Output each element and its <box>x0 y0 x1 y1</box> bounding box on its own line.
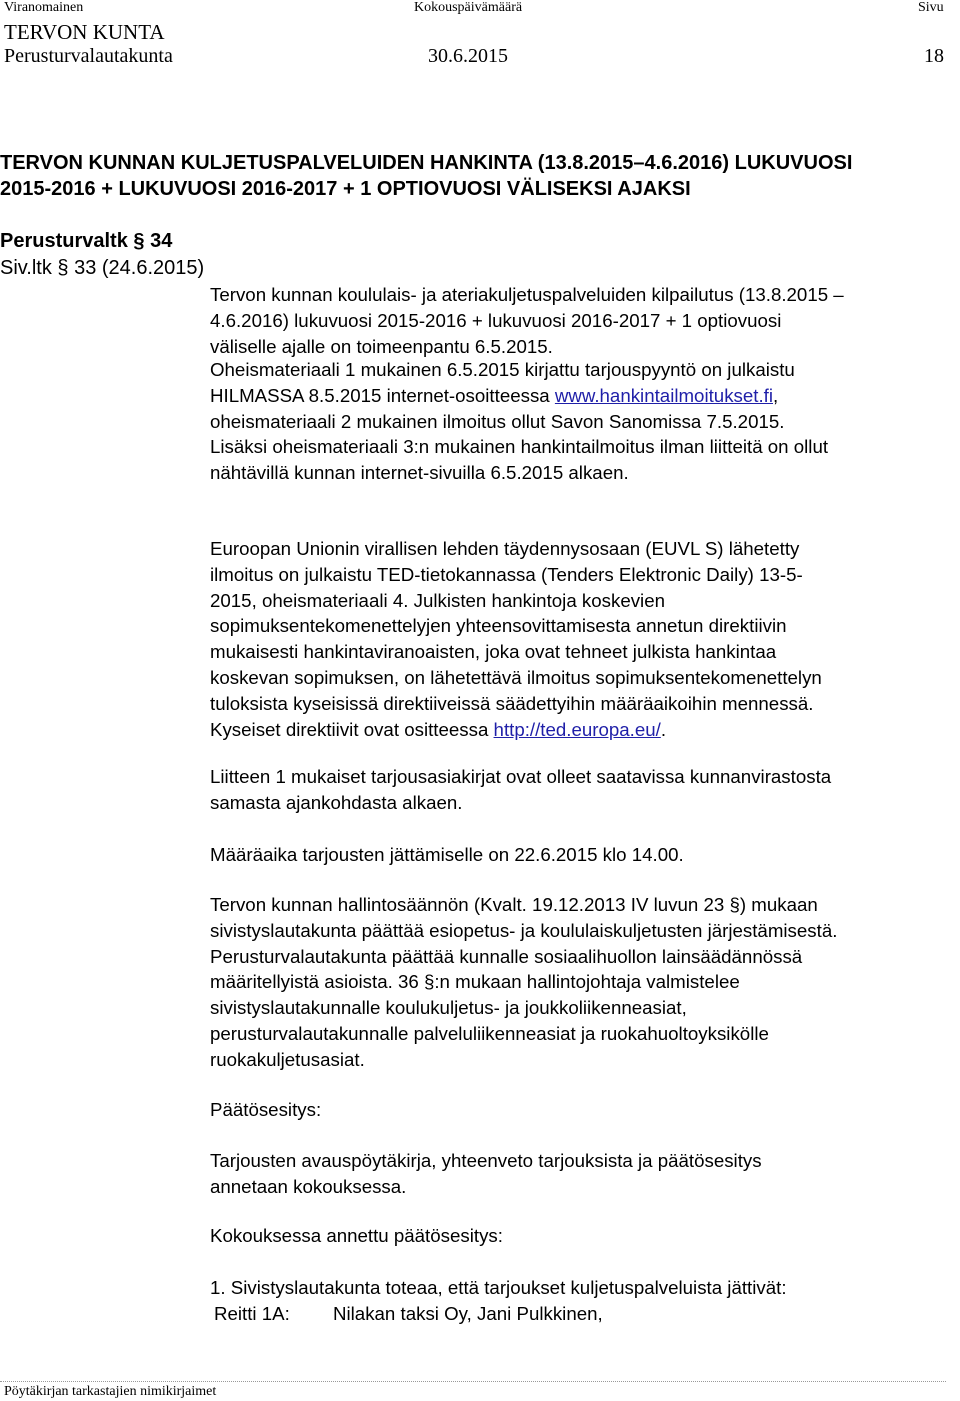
text-line: Tarjousten avauspöytäkirja, yhteenveto tarjouksista ja päätösesitys <box>210 1150 762 1171</box>
ref-sivltk: Siv.ltk § 33 (24.6.2015) <box>0 257 205 279</box>
paragraph-8 <box>210 1148 762 1200</box>
text-line: Euroopan Unionin virallisen lehden täydennysosaan (EUVL S) lähetetty <box>210 538 800 559</box>
text-line: ilmoitus on julkaistu TED-tietokannassa (Tenders Elektronic Daily) 13-5- <box>210 563 803 585</box>
header-col1-label: Viranomainen <box>4 0 84 15</box>
text-line: Liitteen 1 mukaiset tarjousasiakirjat ovat olleet saatavissa kunnanvirastosta <box>210 766 832 787</box>
text-span: , <box>773 384 779 406</box>
footer-divider <box>0 1381 946 1382</box>
paragraph-5 <box>210 842 684 868</box>
text-line: oheismateriaali 2 mukainen ilmoitus ollut Savon Sanomissa 7.5.2015. <box>210 410 785 432</box>
footer-initials-label: Pöytäkirjan tarkastajien nimikirjaimet <box>4 1384 217 1399</box>
text-span: . <box>660 718 667 740</box>
text-line: sivistyslautakunta päättää esiopetus- ja koululaiskuljetusten järjestämisestä. <box>210 919 838 941</box>
paragraph-9 <box>210 1223 503 1249</box>
text-line: nähtävillä kunnan internet-sivuilla 6.5.2015 alkaen. <box>210 462 629 484</box>
text-line: 1. Sivistyslautakunta toteaa, että tarjoukset kuljetuspalveluista jättivät: <box>210 1277 787 1298</box>
text-line: Tervon kunnan hallintosäännön (Kvalt. 19.12.2013 IV luvun 23 §) mukaan <box>210 894 818 915</box>
text-span: HILMASSA 8.5.2015 internet-osoitteessa <box>210 384 555 406</box>
ted-europa-link[interactable]: http://ted.europa.eu/ <box>493 718 661 740</box>
text-line: sopimuksentekomenettelyjen yhteensovittamisesta annetun direktiivin <box>210 615 787 637</box>
paragraph-4 <box>210 764 831 816</box>
text-span: Kyseiset direktiivit ovat ositteessa <box>210 718 494 740</box>
text-line: väliselle ajalle on toimeenpantu 6.5.2015. <box>210 335 553 357</box>
text-line: Tervon kunnan koululais- ja ateriakuljetuspalveluiden kilpailutus (13.8.2015 – <box>210 284 844 305</box>
route-label: Reitti 1A: <box>214 1303 290 1324</box>
meeting-date: 30.6.2015 <box>428 45 508 67</box>
text-line: tuloksista kyseisissä direktiiveissä säädettyihin määräaikoihin mennessä. <box>210 692 814 714</box>
text-line: sivistyslautakunnalle koulukuljetus- ja joukkoliikenneasiat, <box>210 997 687 1019</box>
text-line: koskevan sopimuksen, on lähetettävä ilmoitus sopimuksentekomenettelyn <box>210 666 822 688</box>
text-line: Kokouksessa annettu päätösesitys: <box>210 1225 503 1246</box>
text-line <box>210 717 822 743</box>
text-line: 4.6.2016) lukuvuosi 2015-2016 + lukuvuosi 2016-2017 + 1 optiovuosi <box>210 309 782 331</box>
text-line: Päätösesitys: <box>210 1099 322 1120</box>
paragraph-2 <box>210 357 828 486</box>
text-line: 2015, oheismateriaali 4. Julkisten hankintoja koskevien <box>210 589 665 611</box>
hankintailmoitukset-link[interactable]: www.hankintailmoitukset.fi <box>554 384 773 406</box>
paragraph-10 <box>210 1275 787 1301</box>
text-line: samasta ajankohdasta alkaen. <box>210 791 463 813</box>
page-number: 18 <box>924 45 944 67</box>
paragraph-3 <box>210 536 822 742</box>
text-line: Lisäksi oheismateriaali 3:n mukainen hankintailmoitus ilman liitteitä on ollut <box>210 436 829 458</box>
paragraph-1 <box>210 282 844 359</box>
text-line: määritellyistä asioista. 36 §:n mukaan hallintojohtaja valmistelee <box>210 971 740 993</box>
authority-name: Perusturvalautakunta <box>4 45 173 67</box>
header-col3-label: Sivu <box>918 0 944 15</box>
text-line: Määräaika tarjousten jättämiselle on 22.6.2015 klo 14.00. <box>210 844 684 865</box>
document-heading-line2: 2015-2016 + LUKUVUOSI 2016-2017 + 1 OPTIOVUOSI VÄLISEKSI AJAKSI <box>0 178 691 200</box>
paragraph-7 <box>210 1097 321 1123</box>
organization-name: TERVON KUNTA <box>4 20 165 44</box>
text-line: ruokakuljetusasiat. <box>210 1048 365 1070</box>
ref-perusturvaltk: Perusturvaltk § 34 <box>0 230 173 252</box>
text-line: mukaisesti hankintaviranoaisten, joka ovat tehneet julkista hankintaa <box>210 641 777 663</box>
header-col2-label: Kokouspäivämäärä <box>414 0 523 15</box>
route-value: Nilakan taksi Oy, Jani Pulkkinen, <box>333 1303 603 1324</box>
text-line: Perusturvalautakunta päättää kunnalle sosiaalihuollon lainsäädännössä <box>210 945 803 967</box>
paragraph-6 <box>210 892 837 1073</box>
document-heading-line1: TERVON KUNNAN KULJETUSPALVELUIDEN HANKINTA (13.8.2015–4.6.2016) LUKUVUOSI <box>0 152 853 174</box>
text-line: annetaan kokouksessa. <box>210 1175 407 1197</box>
text-line: perusturvalautakunnalle palveluliikenneasiat ja ruokahuoltoyksikölle <box>210 1022 769 1044</box>
text-line <box>210 383 828 409</box>
text-line: Oheismateriaali 1 mukainen 6.5.2015 kirjattu tarjouspyyntö on julkaistu <box>210 359 795 380</box>
